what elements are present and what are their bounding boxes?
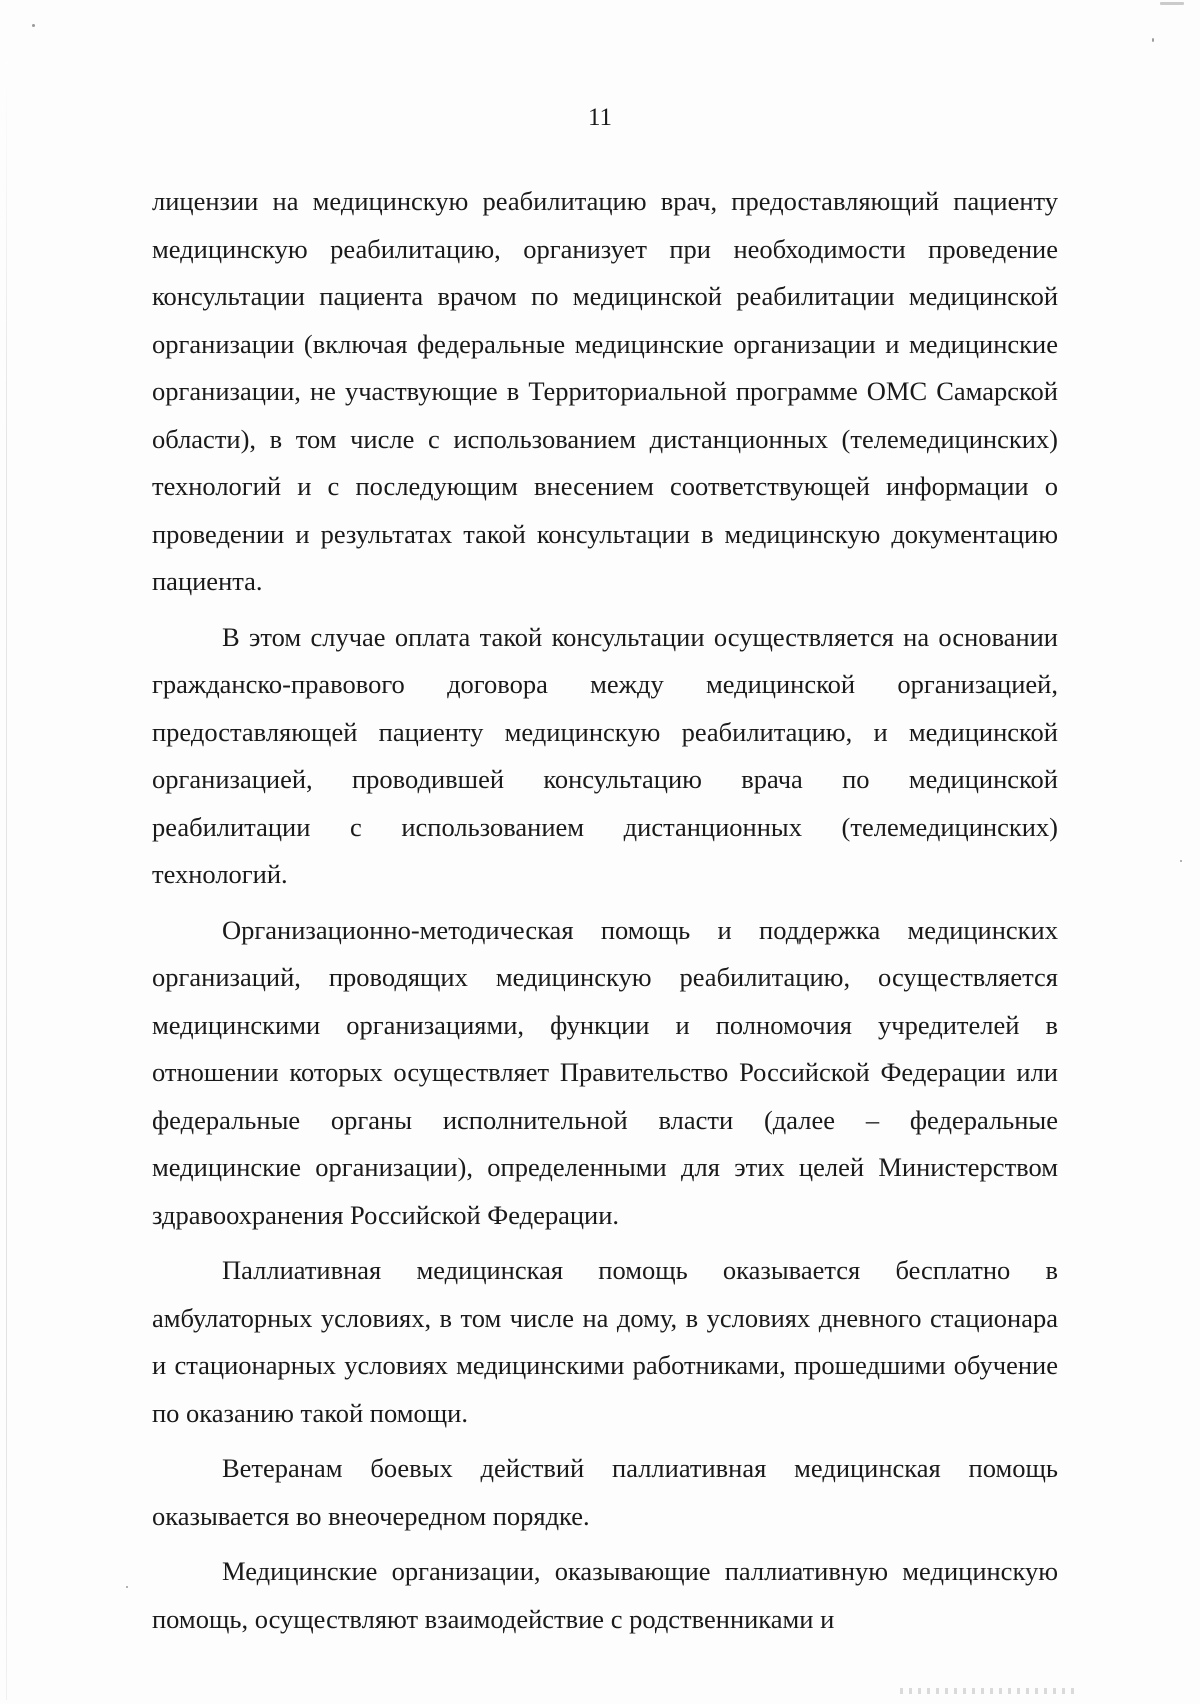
- paragraph-3: Организационно-методическая помощь и поддержка медицинских организаций, проводящих медицинскую реабилитацию, осуществляется медицинскими организациями, функции и полномочия учредителей в отношении которых осуществляет Правительство Российской Федерации или федеральные органы исполнительной власти (далее – федеральные медицинские организации), определенными для этих целей Министерством здравоохранения Российской Федерации.: [152, 914, 1058, 1230]
- scan-edge-shadow: [6, 60, 7, 1700]
- scan-speck: [126, 1586, 128, 1588]
- scan-bottom-noise: [900, 1688, 1080, 1694]
- scan-speck: [1152, 38, 1154, 42]
- scan-speck: [1160, 2, 1184, 5]
- paragraph-5: Ветеранам боевых действий паллиативная медицинская помощь оказывается во внеочередном порядке.: [152, 1453, 1058, 1531]
- scan-speck: [32, 24, 35, 27]
- paragraph-1: лицензии на медицинскую реабилитацию врач, предоставляющий пациенту медицинскую реабилитацию, организует при необходимости проведение консультации пациента врачом по медицинской реабилитации медицинской организации (включая федеральные медицинские организации и медицинские организации, не участвующие в Территориальной программе ОМС Самарской области), в том числе с использованием дистанционных (телемедицинских) технологий и с последующим внесением соответствующей информации о проведении и результатах такой консультации в медицинскую документацию пациента.: [152, 186, 1058, 596]
- body-text: [152, 178, 1058, 1651]
- paragraph-6: Медицинские организации, оказывающие паллиативную медицинскую помощь, осуществляют взаимодействие с родственниками и: [152, 1556, 1058, 1634]
- paragraph-2: В этом случае оплата такой консультации осуществляется на основании гражданско-правового договора между медицинской организацией, предоставляющей пациенту медицинскую реабилитацию, и медицинской организацией, проводившей консультацию врача по медицинской реабилитации с использованием дистанционных (телемедицинских) технологий.: [152, 621, 1058, 889]
- scan-speck: [1180, 860, 1182, 862]
- page-number: 11: [587, 104, 613, 131]
- paragraph-4: Паллиативная медицинская помощь оказывается бесплатно в амбулаторных условиях, в том числе на дому, в условиях дневного стационара и стационарных условиях медицинскими работниками, прошедшими обучение по оказанию такой помощи.: [152, 1255, 1058, 1428]
